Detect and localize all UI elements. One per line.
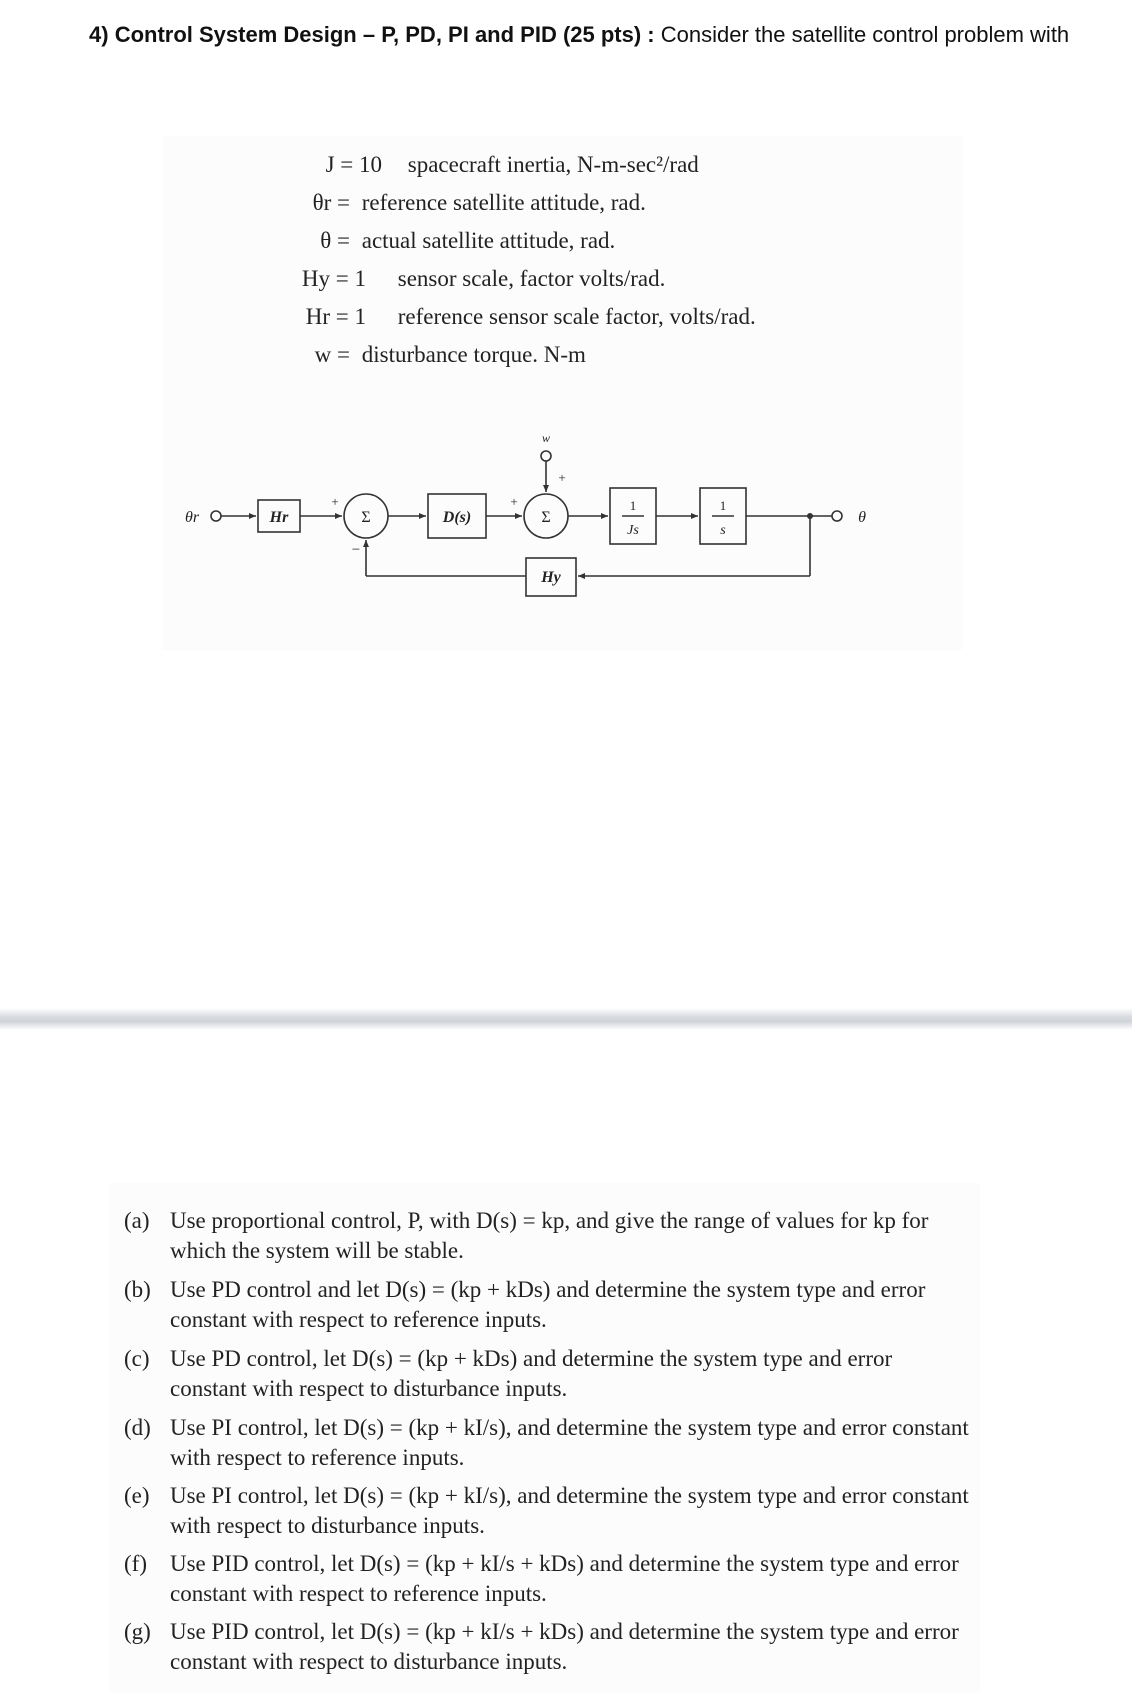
definition-desc: spacecraft inertia, N-m-sec²/rad: [407, 152, 699, 177]
definition-row: [250, 190, 646, 216]
sum1-minus: −: [351, 542, 361, 558]
disturbance-terminal: [541, 451, 551, 461]
definition-row: [250, 304, 756, 330]
definition-desc: actual satellite attitude, rad.: [361, 228, 616, 253]
definition-desc: reference sensor scale factor, volts/rad.: [397, 304, 756, 329]
definition-symbol: θr =: [312, 190, 350, 215]
plant-js-numerator: 1: [629, 498, 637, 513]
problem-intro: Consider the satellite control problem with: [660, 22, 1070, 47]
question-item: [124, 1413, 974, 1473]
definition-row: [250, 266, 665, 292]
page-divider: [0, 1008, 1132, 1030]
disturbance-label: w: [541, 431, 551, 445]
sum1-plus: +: [331, 494, 339, 509]
input-terminal: [211, 511, 221, 521]
definition-symbol: Hy = 1: [301, 266, 366, 291]
sum2-plus-top: +: [558, 470, 566, 485]
question-text: Use PD control and let D(s) = (kp + kDs) and determine the system type and error constant with respect to reference inputs.: [170, 1277, 926, 1332]
question-tag: (d): [124, 1415, 151, 1440]
question-item: [124, 1617, 974, 1677]
controller-block: D(s): [442, 509, 472, 526]
question-tag: (g): [124, 1619, 151, 1644]
plant-js-denominator: Js: [627, 523, 639, 538]
question-item: [124, 1206, 974, 1266]
definition-desc: disturbance torque. N-m: [361, 342, 586, 367]
output-terminal: [832, 511, 842, 521]
integrator-denominator: s: [720, 523, 726, 538]
question-text: Use PID control, let D(s) = (kp + kI/s + kDs) and determine the system type and error constant with respect to reference inputs.: [170, 1551, 959, 1606]
input-label: θr: [184, 509, 200, 526]
definition-symbol: θ =: [320, 228, 350, 253]
definition-row: [250, 342, 586, 368]
question-tag: (e): [124, 1483, 150, 1508]
hr-block: Hr: [269, 509, 289, 526]
definition-desc: reference satellite attitude, rad.: [361, 190, 646, 215]
sum1-symbol: Σ: [361, 509, 371, 526]
question-tag: (c): [124, 1346, 150, 1371]
problem-header: [89, 20, 1079, 49]
question-tag: (b): [124, 1277, 151, 1302]
question-tag: (a): [124, 1208, 150, 1233]
problem-title: Control System Design – P, PD, PI and PID (25 pts) :: [114, 22, 655, 47]
question-tag: (f): [124, 1551, 147, 1576]
question-item: [124, 1549, 974, 1609]
question-text: Use PID control, let D(s) = (kp + kI/s + kDs) and determine the system type and error constant with respect to disturbance inputs.: [170, 1619, 959, 1674]
definition-symbol: Hr = 1: [305, 304, 366, 329]
output-branch-point: [807, 513, 813, 519]
block-diagram: [170, 430, 890, 630]
sum2-symbol: Σ: [541, 509, 551, 526]
hy-block: Hy: [541, 569, 561, 586]
definition-row: [250, 152, 699, 178]
definition-desc: sensor scale, factor volts/rad.: [397, 266, 666, 291]
question-text: Use proportional control, P, with D(s) = kp, and give the range of values for kp for which the system will be stable.: [170, 1208, 929, 1263]
question-text: Use PD control, let D(s) = (kp + kDs) and determine the system type and error constant with respect to disturbance inputs.: [170, 1346, 893, 1401]
question-text: Use PI control, let D(s) = (kp + kI/s), and determine the system type and error constant with respect to reference inputs.: [170, 1415, 969, 1470]
definition-row: [250, 228, 615, 254]
question-text: Use PI control, let D(s) = (kp + kI/s), and determine the system type and error constant with respect to disturbance inputs.: [170, 1483, 969, 1538]
question-item: [124, 1344, 974, 1404]
definition-symbol: w =: [314, 342, 350, 367]
question-item: [124, 1481, 974, 1541]
definition-symbol: J = 10: [325, 152, 382, 177]
sum2-plus-left: +: [510, 494, 518, 509]
question-item: [124, 1275, 974, 1335]
problem-number: 4): [89, 22, 109, 47]
output-label: θ: [858, 509, 866, 526]
integrator-numerator: 1: [719, 498, 727, 513]
